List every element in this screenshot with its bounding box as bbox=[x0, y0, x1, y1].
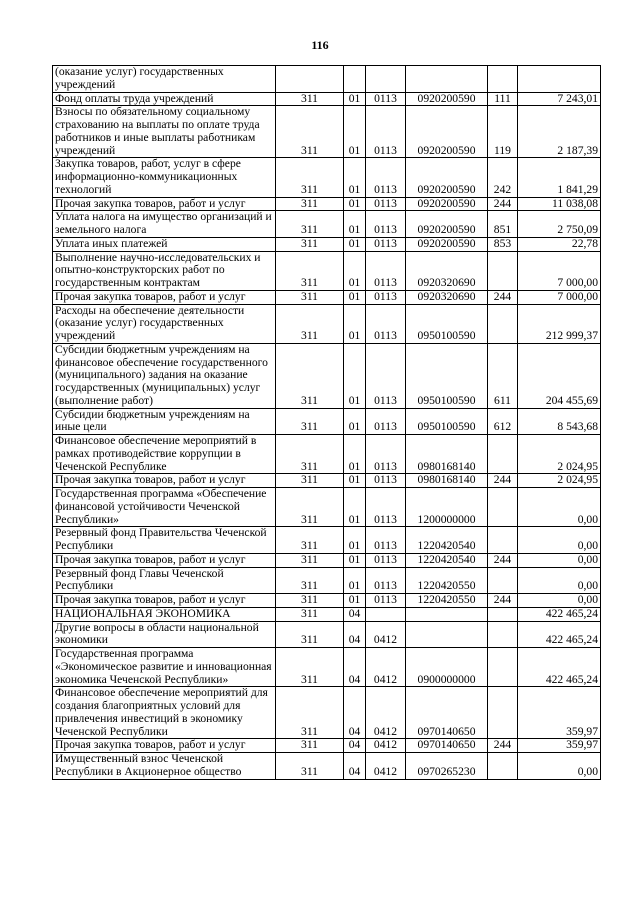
row-name: Прочая закупка товаров, работ и услуг bbox=[53, 474, 276, 488]
target-article-code: 1220420540 bbox=[406, 527, 488, 554]
target-article-code: 0950100590 bbox=[406, 408, 488, 435]
glava-code: 311 bbox=[276, 408, 344, 435]
row-name: Резервный фонд Главы Чеченской Республики bbox=[53, 567, 276, 594]
target-article-code: 0950100590 bbox=[406, 343, 488, 408]
subsection-code: 0113 bbox=[366, 106, 406, 158]
table-row bbox=[53, 158, 601, 197]
glava-code: 311 bbox=[276, 648, 344, 687]
target-article-code: 0950100590 bbox=[406, 304, 488, 343]
target-article-code bbox=[406, 66, 488, 93]
expense-type-code: 244 bbox=[488, 553, 518, 567]
target-article-code: 0920320690 bbox=[406, 290, 488, 304]
subsection-code: 0412 bbox=[366, 739, 406, 753]
row-name: Имущественный взнос Чеченской Республики в Акционерное общество bbox=[53, 753, 276, 780]
expense-type-code: 851 bbox=[488, 211, 518, 238]
table-row bbox=[53, 251, 601, 290]
amount: 0,00 bbox=[518, 553, 601, 567]
target-article-code: 0970140650 bbox=[406, 739, 488, 753]
target-article-code: 1220420550 bbox=[406, 594, 488, 608]
section-code: 01 bbox=[344, 92, 366, 106]
amount: 22,78 bbox=[518, 237, 601, 251]
section-code: 01 bbox=[344, 211, 366, 238]
table-row bbox=[53, 621, 601, 648]
amount: 0,00 bbox=[518, 753, 601, 780]
table-row bbox=[53, 567, 601, 594]
amount: 212 999,37 bbox=[518, 304, 601, 343]
row-name: Субсидии бюджетным учреждениям на финансовое обеспечение государственного (муниципального) задания на оказание государственных (муниципальных) услуг (выполнение работ) bbox=[53, 343, 276, 408]
subsection-code: 0113 bbox=[366, 553, 406, 567]
expense-type-code: 244 bbox=[488, 739, 518, 753]
section-code: 01 bbox=[344, 474, 366, 488]
expense-type-code: 111 bbox=[488, 92, 518, 106]
section-code: 04 bbox=[344, 753, 366, 780]
target-article-code: 1220420540 bbox=[406, 553, 488, 567]
row-name: Прочая закупка товаров, работ и услуг bbox=[53, 739, 276, 753]
expense-type-code: 119 bbox=[488, 106, 518, 158]
subsection-code bbox=[366, 607, 406, 621]
amount: 8 543,68 bbox=[518, 408, 601, 435]
section-code: 01 bbox=[344, 197, 366, 211]
expense-type-code: 244 bbox=[488, 594, 518, 608]
amount: 422 465,24 bbox=[518, 621, 601, 648]
row-name: Финансовое обеспечение мероприятий в рамках противодействие коррупции в Чеченской Республике bbox=[53, 435, 276, 474]
subsection-code: 0113 bbox=[366, 290, 406, 304]
subsection-code: 0113 bbox=[366, 343, 406, 408]
section-code: 04 bbox=[344, 607, 366, 621]
table-row bbox=[53, 753, 601, 780]
glava-code: 311 bbox=[276, 621, 344, 648]
section-code: 01 bbox=[344, 527, 366, 554]
target-article-code: 0920200590 bbox=[406, 92, 488, 106]
row-name: Расходы на обеспечение деятельности (оказание услуг) государственных учреждений bbox=[53, 304, 276, 343]
section-code: 01 bbox=[344, 237, 366, 251]
target-article-code: 0980168140 bbox=[406, 474, 488, 488]
glava-code: 311 bbox=[276, 739, 344, 753]
row-name: Прочая закупка товаров, работ и услуг bbox=[53, 553, 276, 567]
expense-type-code bbox=[488, 527, 518, 554]
subsection-code: 0412 bbox=[366, 687, 406, 739]
expense-type-code bbox=[488, 567, 518, 594]
glava-code: 311 bbox=[276, 553, 344, 567]
section-code: 01 bbox=[344, 304, 366, 343]
table-row bbox=[53, 106, 601, 158]
target-article-code: 0920200590 bbox=[406, 106, 488, 158]
row-name: Выполнение научно-исследовательских и опытно-конструкторских работ по государственным контрактам bbox=[53, 251, 276, 290]
table-row bbox=[53, 92, 601, 106]
amount: 2 750,09 bbox=[518, 211, 601, 238]
section-code: 01 bbox=[344, 106, 366, 158]
row-name: Государственная программа «Экономическое развитие и инновационная экономика Чеченской Республики» bbox=[53, 648, 276, 687]
expense-type-code bbox=[488, 435, 518, 474]
amount: 7 243,01 bbox=[518, 92, 601, 106]
target-article-code: 0920200590 bbox=[406, 211, 488, 238]
glava-code: 311 bbox=[276, 343, 344, 408]
expense-type-code bbox=[488, 251, 518, 290]
glava-code: 311 bbox=[276, 158, 344, 197]
section-code: 01 bbox=[344, 251, 366, 290]
subsection-code: 0113 bbox=[366, 567, 406, 594]
amount: 11 038,08 bbox=[518, 197, 601, 211]
table-row bbox=[53, 527, 601, 554]
target-article-code: 1220420550 bbox=[406, 567, 488, 594]
glava-code: 311 bbox=[276, 197, 344, 211]
subsection-code: 0113 bbox=[366, 237, 406, 251]
row-name: НАЦИОНАЛЬНАЯ ЭКОНОМИКА bbox=[53, 607, 276, 621]
amount: 422 465,24 bbox=[518, 607, 601, 621]
table-row bbox=[53, 607, 601, 621]
page-number: 116 bbox=[311, 38, 329, 52]
subsection-code: 0412 bbox=[366, 621, 406, 648]
glava-code: 311 bbox=[276, 106, 344, 158]
amount: 2 024,95 bbox=[518, 474, 601, 488]
table-row bbox=[53, 594, 601, 608]
glava-code: 311 bbox=[276, 607, 344, 621]
glava-code: 311 bbox=[276, 290, 344, 304]
section-code: 04 bbox=[344, 739, 366, 753]
subsection-code: 0113 bbox=[366, 304, 406, 343]
glava-code: 311 bbox=[276, 594, 344, 608]
table-row bbox=[53, 290, 601, 304]
row-name: (оказание услуг) государственных учреждений bbox=[53, 66, 276, 93]
table-row bbox=[53, 687, 601, 739]
expense-type-code bbox=[488, 66, 518, 93]
section-code bbox=[344, 66, 366, 93]
glava-code: 311 bbox=[276, 527, 344, 554]
amount: 0,00 bbox=[518, 594, 601, 608]
target-article-code: 0920200590 bbox=[406, 197, 488, 211]
expense-type-code bbox=[488, 304, 518, 343]
table-row bbox=[53, 648, 601, 687]
row-name: Закупка товаров, работ, услуг в сфере информационно-коммуникационных технологий bbox=[53, 158, 276, 197]
amount: 0,00 bbox=[518, 527, 601, 554]
table-row bbox=[53, 408, 601, 435]
row-name: Государственная программа «Обеспечение финансовой устойчивости Чеченской Республики» bbox=[53, 488, 276, 527]
expense-type-code bbox=[488, 488, 518, 527]
subsection-code: 0113 bbox=[366, 527, 406, 554]
expense-type-code: 611 bbox=[488, 343, 518, 408]
target-article-code: 0920200590 bbox=[406, 237, 488, 251]
section-code: 01 bbox=[344, 408, 366, 435]
target-article-code: 1200000000 bbox=[406, 488, 488, 527]
row-name: Прочая закупка товаров, работ и услуг bbox=[53, 290, 276, 304]
target-article-code: 0970265230 bbox=[406, 753, 488, 780]
subsection-code bbox=[366, 66, 406, 93]
table-row bbox=[53, 488, 601, 527]
glava-code: 311 bbox=[276, 488, 344, 527]
amount: 359,97 bbox=[518, 739, 601, 753]
table-row bbox=[53, 304, 601, 343]
target-article-code: 0980168140 bbox=[406, 435, 488, 474]
subsection-code: 0113 bbox=[366, 474, 406, 488]
amount: 0,00 bbox=[518, 567, 601, 594]
glava-code: 311 bbox=[276, 304, 344, 343]
subsection-code: 0113 bbox=[366, 488, 406, 527]
section-code: 01 bbox=[344, 158, 366, 197]
section-code: 01 bbox=[344, 567, 366, 594]
section-code: 04 bbox=[344, 687, 366, 739]
section-code: 01 bbox=[344, 343, 366, 408]
row-name: Уплата налога на имущество организаций и земельного налога bbox=[53, 211, 276, 238]
table-row bbox=[53, 211, 601, 238]
row-name: Прочая закупка товаров, работ и услуг bbox=[53, 197, 276, 211]
subsection-code: 0412 bbox=[366, 753, 406, 780]
amount: 2 187,39 bbox=[518, 106, 601, 158]
glava-code: 311 bbox=[276, 237, 344, 251]
glava-code: 311 bbox=[276, 251, 344, 290]
subsection-code: 0113 bbox=[366, 594, 406, 608]
subsection-code: 0113 bbox=[366, 408, 406, 435]
glava-code: 311 bbox=[276, 211, 344, 238]
glava-code bbox=[276, 66, 344, 93]
expense-type-code bbox=[488, 648, 518, 687]
glava-code: 311 bbox=[276, 687, 344, 739]
amount: 204 455,69 bbox=[518, 343, 601, 408]
expense-type-code bbox=[488, 621, 518, 648]
amount: 2 024,95 bbox=[518, 435, 601, 474]
amount: 422 465,24 bbox=[518, 648, 601, 687]
table-row bbox=[53, 237, 601, 251]
target-article-code bbox=[406, 621, 488, 648]
expense-type-code bbox=[488, 753, 518, 780]
subsection-code: 0113 bbox=[366, 211, 406, 238]
expense-type-code: 853 bbox=[488, 237, 518, 251]
subsection-code: 0113 bbox=[366, 251, 406, 290]
amount: 359,97 bbox=[518, 687, 601, 739]
glava-code: 311 bbox=[276, 435, 344, 474]
expense-type-code: 244 bbox=[488, 474, 518, 488]
section-code: 01 bbox=[344, 594, 366, 608]
subsection-code: 0113 bbox=[366, 435, 406, 474]
row-name: Фонд оплаты труда учреждений bbox=[53, 92, 276, 106]
expense-type-code: 244 bbox=[488, 197, 518, 211]
table-row bbox=[53, 435, 601, 474]
amount bbox=[518, 66, 601, 93]
target-article-code: 0920320690 bbox=[406, 251, 488, 290]
row-name: Взносы по обязательному социальному страхованию на выплаты по оплате труда работников и иные выплаты работникам учреждений bbox=[53, 106, 276, 158]
table-row bbox=[53, 197, 601, 211]
section-code: 04 bbox=[344, 648, 366, 687]
section-code: 01 bbox=[344, 290, 366, 304]
glava-code: 311 bbox=[276, 567, 344, 594]
subsection-code: 0412 bbox=[366, 648, 406, 687]
target-article-code: 0920200590 bbox=[406, 158, 488, 197]
row-name: Субсидии бюджетным учреждениям на иные цели bbox=[53, 408, 276, 435]
row-name: Прочая закупка товаров, работ и услуг bbox=[53, 594, 276, 608]
section-code: 04 bbox=[344, 621, 366, 648]
row-name: Резервный фонд Правительства Чеченской Республики bbox=[53, 527, 276, 554]
expense-type-code: 242 bbox=[488, 158, 518, 197]
glava-code: 311 bbox=[276, 92, 344, 106]
row-name: Другие вопросы в области национальной экономики bbox=[53, 621, 276, 648]
glava-code: 311 bbox=[276, 474, 344, 488]
expense-type-code bbox=[488, 687, 518, 739]
row-name: Финансовое обеспечение мероприятий для создания благоприятных условий для привлечения инвестиций в экономику Чеченской Республики bbox=[53, 687, 276, 739]
amount: 7 000,00 bbox=[518, 251, 601, 290]
expense-type-code: 612 bbox=[488, 408, 518, 435]
budget-table bbox=[52, 65, 601, 780]
expense-type-code bbox=[488, 607, 518, 621]
section-code: 01 bbox=[344, 435, 366, 474]
amount: 7 000,00 bbox=[518, 290, 601, 304]
subsection-code: 0113 bbox=[366, 92, 406, 106]
target-article-code: 0900000000 bbox=[406, 648, 488, 687]
table-row bbox=[53, 343, 601, 408]
table-row bbox=[53, 474, 601, 488]
subsection-code: 0113 bbox=[366, 197, 406, 211]
subsection-code: 0113 bbox=[366, 158, 406, 197]
glava-code: 311 bbox=[276, 753, 344, 780]
target-article-code: 0970140650 bbox=[406, 687, 488, 739]
section-code: 01 bbox=[344, 553, 366, 567]
target-article-code bbox=[406, 607, 488, 621]
section-code: 01 bbox=[344, 488, 366, 527]
row-name: Уплата иных платежей bbox=[53, 237, 276, 251]
table-row bbox=[53, 739, 601, 753]
table-row bbox=[53, 553, 601, 567]
expense-type-code: 244 bbox=[488, 290, 518, 304]
amount: 1 841,29 bbox=[518, 158, 601, 197]
table-row bbox=[53, 66, 601, 93]
amount: 0,00 bbox=[518, 488, 601, 527]
